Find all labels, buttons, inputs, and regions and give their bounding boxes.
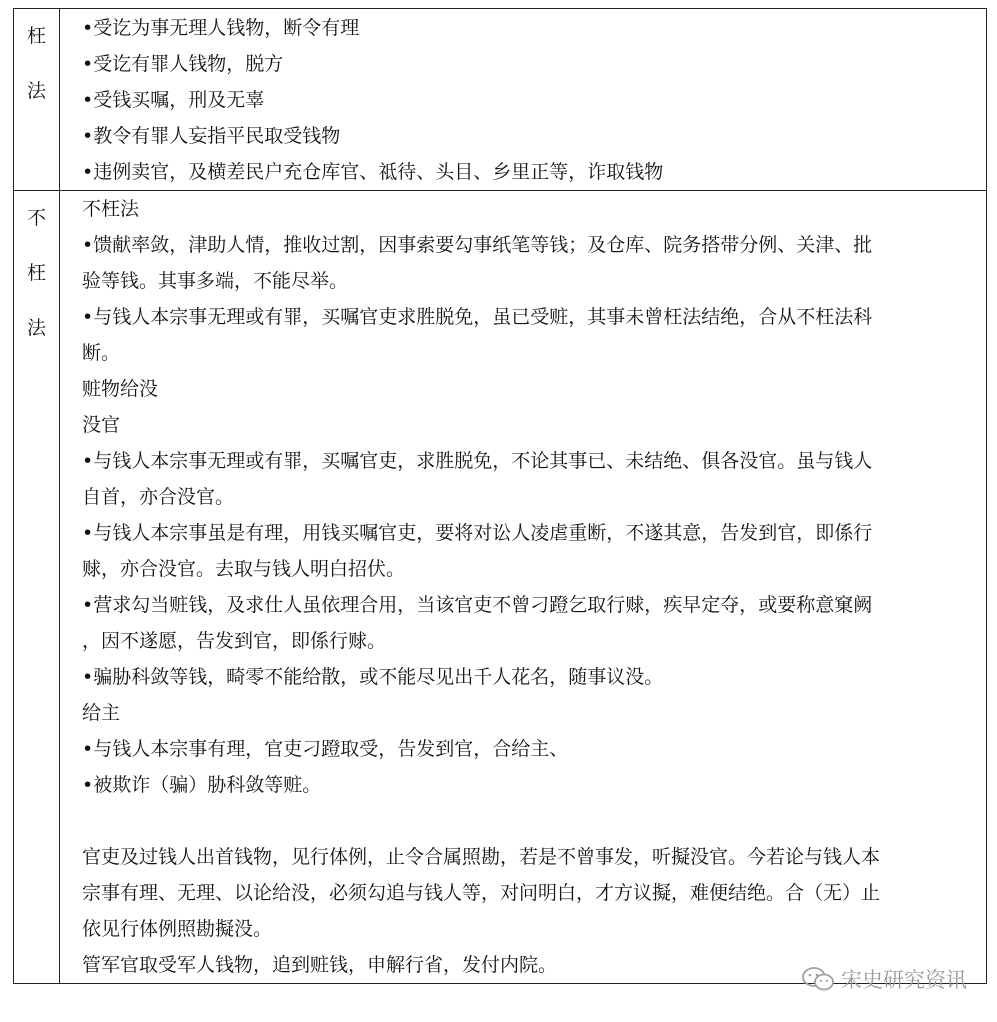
document-table xyxy=(13,8,987,984)
content-line: •受钱买嘱，刑及无辜 xyxy=(82,89,265,111)
section-heading: 不枉法 xyxy=(82,198,140,220)
row-label-cell xyxy=(14,191,60,984)
content-line: 赇，亦合没官。去取与钱人明白招伏。 xyxy=(82,558,406,580)
content-line: •与钱人本宗事有理，官吏刁蹬取受，告发到官，合给主、 xyxy=(82,738,569,760)
content-line: •受讫为事无理人钱物，断令有理 xyxy=(82,17,360,39)
content-line: •与钱人本宗事无理或有罪，买嘱官吏，求胜脱免，不论其事已、未结绝、俱各没官。虽与钱人 xyxy=(82,450,873,472)
content-line: •营求勾当赃钱，及求仕人虽依理合用，当该官吏不曾刁蹬乞取行赇，疾早定夺，或要称意窠阙 xyxy=(82,594,873,616)
row-content xyxy=(60,9,986,190)
content-line: •与钱人本宗事无理或有罪，买嘱官吏求胜脱免，虽已受赃，其事未曾枉法结绝，合从不枉法科 xyxy=(82,306,873,328)
row-label xyxy=(14,191,59,370)
row-content-cell xyxy=(60,9,987,191)
label-char: 法 xyxy=(26,80,46,102)
content-line: •与钱人本宗事虽是有理，用钱买嘱官吏，要将对讼人凌虐重断，不遂其意，告发到官，即係行 xyxy=(82,522,873,544)
content-line: •受讫有罪人钱物，脱方 xyxy=(82,53,284,75)
content-line: •骗胁科敛等钱，畸零不能给散，或不能尽见出千人花名，随事议没。 xyxy=(82,666,664,688)
content-line: •馈献率敛，津助人情，推收过割，因事索要勾事纸笔等钱；及仓库、院务搭带分例、关津、批 xyxy=(82,234,873,256)
content-line: 管军官取受军人钱物，追到赃钱，申解行省，发付内院。 xyxy=(82,954,558,976)
content-line: 断。 xyxy=(82,342,121,364)
content-line: 宗事有理、无理、以论给没，必须勾追与钱人等，对问明白，才方议擬，难便结绝。合（无）止 xyxy=(82,882,881,904)
label-char: 不 xyxy=(26,207,46,229)
section-heading: 没官 xyxy=(82,414,121,436)
content-line: •违例卖官，及横差民户充仓库官、祗待、头目、乡里正等，诈取钱物 xyxy=(82,161,664,183)
table-row xyxy=(14,9,987,191)
watermark xyxy=(801,964,967,994)
row-label-cell xyxy=(14,9,60,191)
content-line: ，因不遂愿，告发到官，即係行赇。 xyxy=(82,630,387,652)
wechat-icon xyxy=(801,965,835,993)
section-heading: 给主 xyxy=(82,702,121,724)
content-line: 依见行体例照勘擬没。 xyxy=(82,918,273,940)
label-char: 枉 xyxy=(26,25,46,47)
row-label xyxy=(14,9,59,133)
content-line: 自首，亦合没官。 xyxy=(82,486,235,508)
row-content xyxy=(60,191,986,983)
label-char: 法 xyxy=(26,317,46,339)
label-char: 枉 xyxy=(26,262,46,284)
table-row xyxy=(14,191,987,984)
content-line: 验等钱。其事多端，不能尽举。 xyxy=(82,270,349,292)
row-content-cell xyxy=(60,191,987,984)
section-heading: 赃物给没 xyxy=(82,378,159,400)
content-line: •被欺诈（骗）胁科敛等赃。 xyxy=(82,774,322,796)
blank-line xyxy=(82,803,972,839)
content-line: 官吏及过钱人出首钱物，见行体例，止令合属照勘，若是不曾事发，听擬没官。今若论与钱人本 xyxy=(82,846,881,868)
watermark-text: 宋史研究资讯 xyxy=(841,968,967,992)
content-line: •教令有罪人妄指平民取受钱物 xyxy=(82,125,341,147)
